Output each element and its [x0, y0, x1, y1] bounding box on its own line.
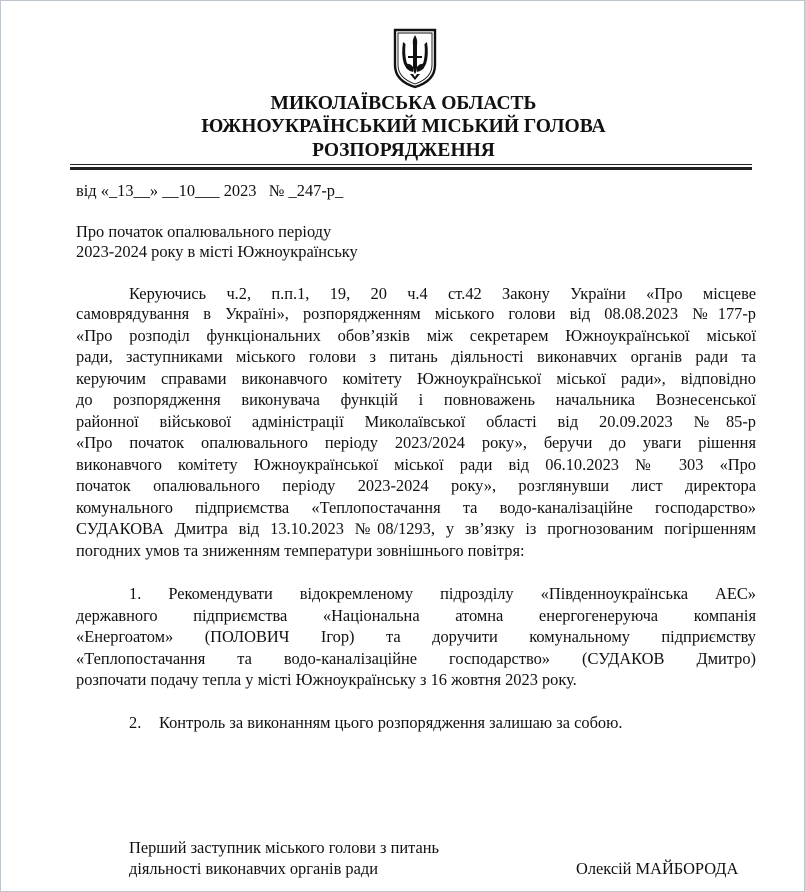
- office-title: ЮЖНОУКРАЇНСЬКИЙ МІСЬКИЙ ГОЛОВА: [201, 116, 606, 137]
- preamble-line: до розпорядження виконувача функцій і повноважень начальника Вознесенської: [76, 390, 756, 409]
- number-label: №: [268, 181, 285, 200]
- order-number: _247-р_: [288, 181, 344, 200]
- date-number-line: [76, 181, 343, 201]
- region-title: МИКОЛАЇВСЬКА ОБЛАСТЬ: [270, 93, 537, 114]
- preamble-line: СУДАКОВА Дмитра від 13.10.2023 №08/1293, у зв’язку із прогнозованим погіршенням: [76, 519, 756, 538]
- preamble-line: «Про розподіл функціональних обов’язків між секретарем Южноукраїнської міської: [76, 326, 756, 345]
- signatory-position-line: Перший заступник міського голови з питань: [129, 838, 439, 857]
- signatory-name: Олексій МАЙБОРОДА: [576, 859, 739, 878]
- preamble-line: погодних умов та зниженням температури зовнішнього повітря:: [76, 541, 525, 560]
- item-2-text: Контроль за виконанням цього розпорядження залишаю за собою.: [159, 713, 623, 732]
- item-1-line: 1. Рекомендувати відокремленому підрозділу «Південноукраїнська АЕС»: [129, 584, 756, 603]
- date-year: 2023: [223, 181, 257, 200]
- preamble-line: керуючим справами виконавчого комітету Южноукраїнської міської ради», відповідно: [76, 369, 756, 388]
- preamble-line: районної військової адміністрації Миколаївської області від 20.09.2023 №85-р: [76, 412, 756, 431]
- item-1-line: державного підприємства «Національна атомна енергогенеруюча компанія: [76, 606, 756, 625]
- subject-line: Про початок опалювального періоду: [76, 222, 332, 241]
- preamble-line: початок опалювального періоду 2023-2024 року», розглянувши лист директора: [76, 476, 756, 495]
- item-2-number: 2.: [129, 713, 142, 732]
- subject-line: 2023-2024 року в місті Южноукраїнську: [76, 242, 358, 261]
- preamble-line: виконавчого комітету Южноукраїнської міської ради від 06.10.2023 № 303 «Про: [76, 455, 756, 474]
- coat-of-arms-icon: [392, 27, 438, 89]
- signatory-position-line: діяльності виконавчих органів ради: [129, 859, 378, 878]
- item-1-line: «Теплопостачання та водо-каналізаційне господарство» (СУДАКОВ Дмитро): [76, 649, 756, 668]
- preamble-line: ради, заступниками міського голови з питань діяльності виконавчих органів ради та: [76, 347, 756, 366]
- date-prefix: від: [76, 181, 97, 200]
- item-1-line: розпочати подачу тепла у місті Южноукраїнську з 16 жовтня 2023 року.: [76, 670, 577, 689]
- date-month: __10___: [162, 181, 220, 200]
- preamble-line: самоврядування в Україні», розпорядженням міського голови від 08.08.2023 №177-р: [76, 304, 756, 323]
- preamble-line: Керуючись ч.2, п.п.1, 19, 20 ч.4 ст.42 Закону України «Про місцеве: [129, 284, 756, 303]
- preamble-line: «Про початок опалювального періоду 2023/2024 року», беручи до уваги рішення: [76, 433, 756, 452]
- item-1-line: «Енергоатом» (ПОЛОВИЧ Ігор) та доручити комунальному підприємству: [76, 627, 756, 646]
- document-type-title: РОЗПОРЯДЖЕННЯ: [312, 140, 495, 161]
- header-rule-thick: [70, 167, 752, 170]
- date-day: «_13__»: [100, 181, 159, 200]
- header-rule-thin: [70, 164, 752, 165]
- preamble-line: комунального підприємства «Теплопостачання та водо-каналізаційне господарство»: [76, 498, 756, 517]
